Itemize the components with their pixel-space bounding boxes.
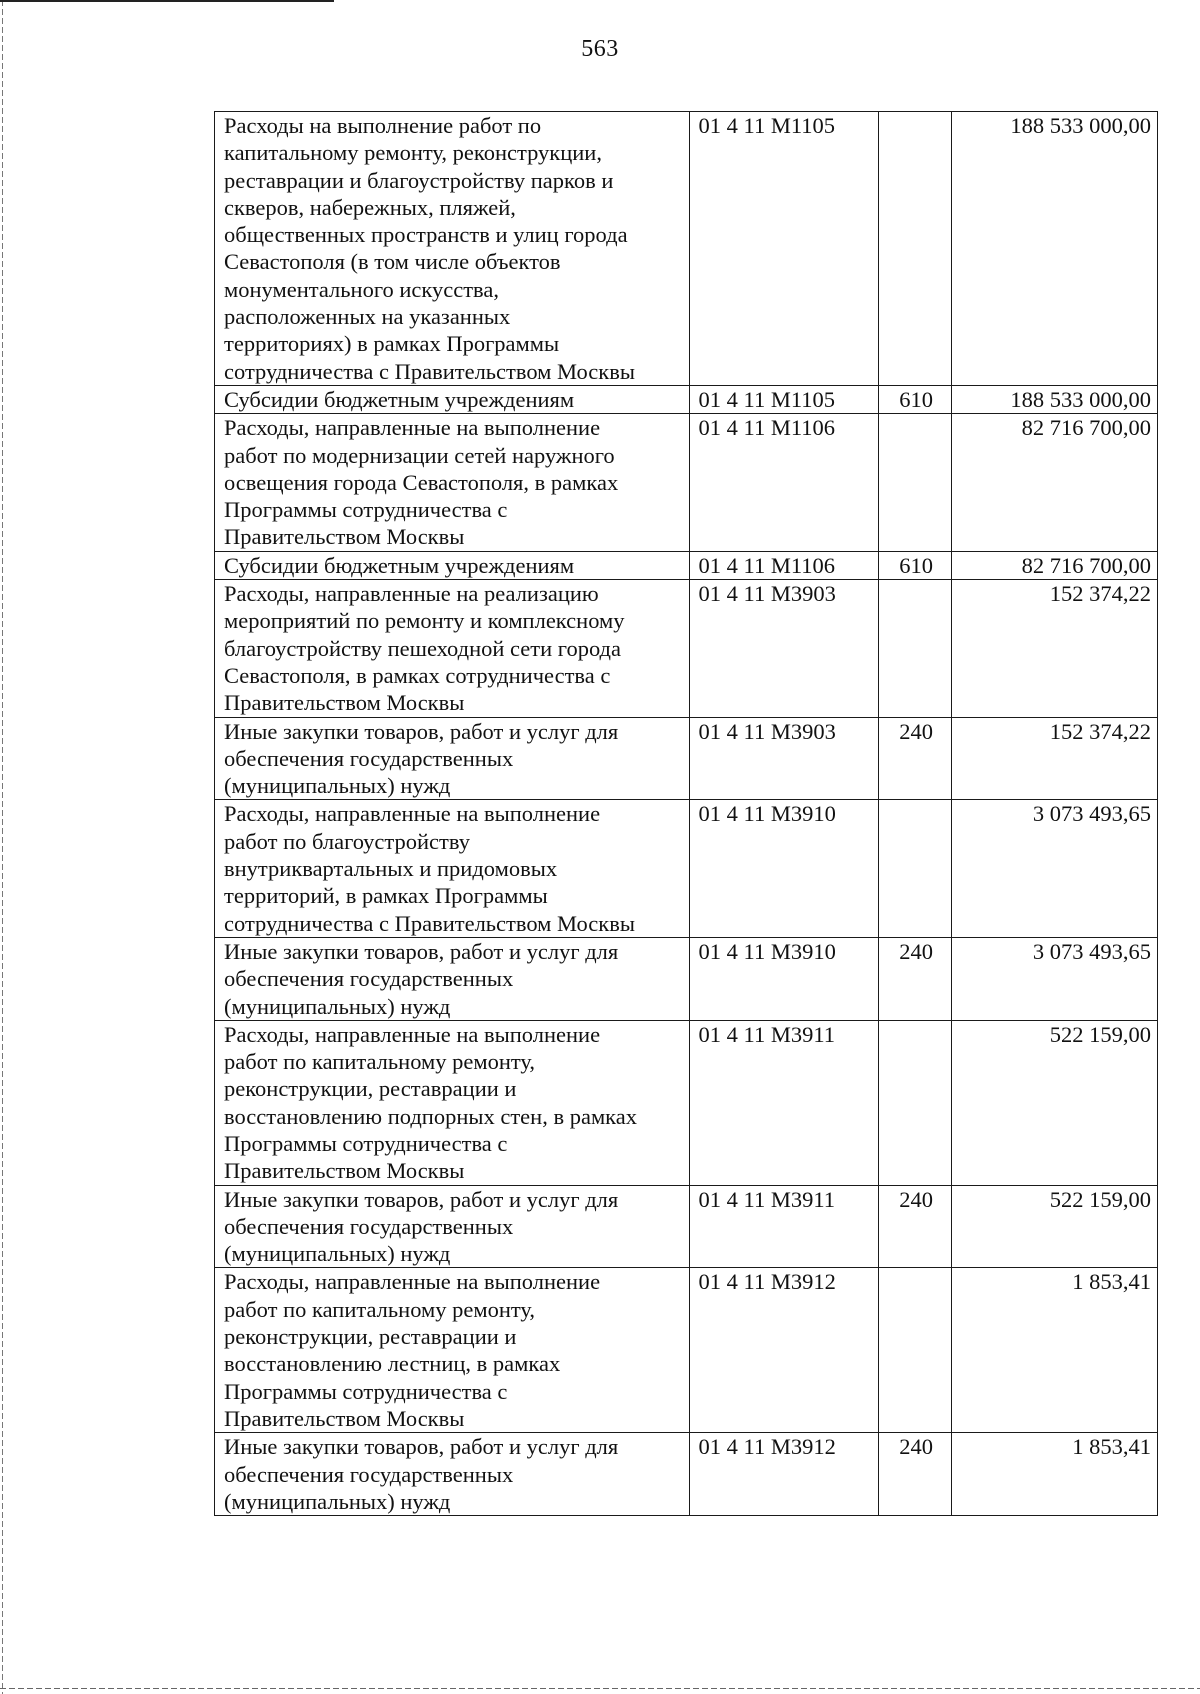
expense-name-line: Иные закупки товаров, работ и услуг для — [224, 1186, 619, 1212]
expense-type-code-cell: 610 — [878, 385, 951, 413]
expense-type-code-cell — [878, 800, 951, 937]
target-article-code-cell: 01 4 11 M3903 — [689, 717, 878, 800]
expense-name-line: Расходы, направленные на выполнение — [224, 801, 601, 827]
expense-type-code-cell — [878, 112, 951, 386]
expense-name-cell — [215, 112, 690, 386]
amount-cell: 3 073 493,65 — [951, 800, 1157, 937]
expense-name-line: работ по капитальному ремонту, — [224, 1296, 536, 1322]
expense-name-line: Расходы, направленные на выполнение — [224, 1269, 601, 1295]
expense-name-line: внутриквартальных и придомовых — [224, 856, 558, 882]
expense-name-line: сотрудничества с Правительством Москвы — [224, 910, 635, 936]
expense-name-cell — [215, 717, 690, 800]
expense-name-cell — [215, 800, 690, 937]
scan-edge-top — [0, 0, 334, 2]
amount-cell: 3 073 493,65 — [951, 937, 1157, 1020]
expense-name-line: восстановлению лестниц, в рамках — [224, 1351, 561, 1377]
expense-name-line: работ по благоустройству — [224, 828, 470, 854]
expense-name-line: мероприятий по ремонту и комплексному — [224, 608, 625, 634]
expense-name-line: монументального искусства, — [224, 276, 499, 302]
expense-name-line: обеспечения государственных — [224, 745, 514, 771]
table-row — [215, 937, 1158, 1020]
table-row — [215, 414, 1158, 551]
amount-cell: 522 159,00 — [951, 1185, 1157, 1268]
expense-name-line: Программы сотрудничества с — [224, 1378, 508, 1404]
expense-name-line: капитальному ремонту, реконструкции, — [224, 140, 602, 166]
expense-name-line: благоустройству пешеходной сети города — [224, 635, 621, 661]
expense-name-line: работ по капитальному ремонту, — [224, 1049, 536, 1075]
table-row — [215, 112, 1158, 386]
expense-type-code-cell — [878, 1268, 951, 1433]
expense-type-code-cell: 240 — [878, 1433, 951, 1516]
table-row — [215, 717, 1158, 800]
page-number: 563 — [581, 36, 619, 62]
target-article-code-cell: 01 4 11 M1106 — [689, 551, 878, 579]
expense-name-line: Севастополя, в рамках сотрудничества с — [224, 662, 611, 688]
expense-name-line: Программы сотрудничества с — [224, 1130, 508, 1156]
amount-cell: 82 716 700,00 — [951, 551, 1157, 579]
target-article-code-cell: 01 4 11 M3911 — [689, 1185, 878, 1268]
expense-name-line: Субсидии бюджетным учреждениям — [224, 386, 575, 412]
amount-cell: 1 853,41 — [951, 1268, 1157, 1433]
target-article-code-cell: 01 4 11 M1105 — [689, 385, 878, 413]
table-row — [215, 1185, 1158, 1268]
expense-type-code-cell: 610 — [878, 551, 951, 579]
target-article-code-cell: 01 4 11 M3910 — [689, 800, 878, 937]
amount-cell: 1 853,41 — [951, 1433, 1157, 1516]
expense-name-line: реконструкции, реставрации и — [224, 1324, 517, 1350]
target-article-code-cell: 01 4 11 M3903 — [689, 580, 878, 717]
expense-name-line: расположенных на указанных — [224, 304, 511, 330]
expense-name-line: освещения города Севастополя, в рамках — [224, 469, 619, 495]
table-row — [215, 1433, 1158, 1516]
amount-cell: 188 533 000,00 — [951, 385, 1157, 413]
expense-name-line: Программы сотрудничества с — [224, 497, 508, 523]
expense-name-line: Правительством Москвы — [224, 1158, 465, 1184]
expense-name-line: скверов, набережных, пляжей, — [224, 194, 516, 220]
table-row — [215, 1020, 1158, 1185]
expense-name-cell — [215, 580, 690, 717]
expense-name-line: (муниципальных) нужд — [224, 773, 451, 799]
amount-cell: 188 533 000,00 — [951, 112, 1157, 386]
expense-name-cell — [215, 1433, 690, 1516]
table-row — [215, 551, 1158, 579]
expense-type-code-cell — [878, 1020, 951, 1185]
expense-name-line: (муниципальных) нужд — [224, 993, 451, 1019]
table-row — [215, 800, 1158, 937]
target-article-code-cell: 01 4 11 M1106 — [689, 414, 878, 551]
expense-name-line: Расходы, направленные на реализацию — [224, 581, 599, 607]
expense-name-cell — [215, 551, 690, 579]
expense-name-line: реконструкции, реставрации и — [224, 1076, 517, 1102]
expense-name-line: Расходы, направленные на выполнение — [224, 415, 601, 441]
expense-type-code-cell: 240 — [878, 1185, 951, 1268]
expense-name-line: Правительством Москвы — [224, 524, 465, 550]
expense-type-code-cell: 240 — [878, 717, 951, 800]
expense-type-code-cell: 240 — [878, 937, 951, 1020]
expense-name-line: Иные закупки товаров, работ и услуг для — [224, 718, 619, 744]
budget-table-body — [215, 112, 1158, 1516]
budget-table — [214, 111, 1158, 1516]
scan-edge-left — [2, 0, 3, 1694]
amount-cell: 82 716 700,00 — [951, 414, 1157, 551]
target-article-code-cell: 01 4 11 M3910 — [689, 937, 878, 1020]
expense-name-line: реставрации и благоустройству парков и — [224, 167, 614, 193]
target-article-code-cell: 01 4 11 M1105 — [689, 112, 878, 386]
expense-type-code-cell — [878, 414, 951, 551]
target-article-code-cell: 01 4 11 M3912 — [689, 1433, 878, 1516]
expense-name-line: обеспечения государственных — [224, 966, 514, 992]
expense-name-line: Правительством Москвы — [224, 690, 465, 716]
expense-name-line: Правительством Москвы — [224, 1405, 465, 1431]
expense-name-line: Иные закупки товаров, работ и услуг для — [224, 1434, 619, 1460]
expense-name-line: (муниципальных) нужд — [224, 1488, 451, 1514]
target-article-code-cell: 01 4 11 M3911 — [689, 1020, 878, 1185]
expense-name-cell — [215, 414, 690, 551]
amount-cell: 152 374,22 — [951, 717, 1157, 800]
expense-name-cell — [215, 1268, 690, 1433]
expense-name-cell — [215, 1020, 690, 1185]
scan-edge-bottom — [0, 1688, 1200, 1689]
expense-name-line: Субсидии бюджетным учреждениям — [224, 552, 575, 578]
target-article-code-cell: 01 4 11 M3912 — [689, 1268, 878, 1433]
amount-cell: 522 159,00 — [951, 1020, 1157, 1185]
expense-name-cell — [215, 937, 690, 1020]
expense-name-line: сотрудничества с Правительством Москвы — [224, 358, 635, 384]
expense-name-cell — [215, 1185, 690, 1268]
expense-name-line: Иные закупки товаров, работ и услуг для — [224, 938, 619, 964]
table-row — [215, 1268, 1158, 1433]
table-row — [215, 385, 1158, 413]
expense-name-line: восстановлению подпорных стен, в рамках — [224, 1103, 638, 1129]
expense-name-line: обеспечения государственных — [224, 1213, 514, 1239]
table-row — [215, 580, 1158, 717]
expense-name-cell — [215, 385, 690, 413]
expense-name-line: (муниципальных) нужд — [224, 1241, 451, 1267]
amount-cell: 152 374,22 — [951, 580, 1157, 717]
expense-name-line: Расходы на выполнение работ по — [224, 113, 542, 138]
expense-name-line: работ по модернизации сетей наружного — [224, 442, 615, 468]
expense-name-line: обеспечения государственных — [224, 1461, 514, 1487]
expense-name-line: территорий, в рамках Программы — [224, 883, 548, 909]
expense-type-code-cell — [878, 580, 951, 717]
expense-name-line: территориях) в рамках Программы — [224, 331, 560, 357]
expense-name-line: Расходы, направленные на выполнение — [224, 1021, 601, 1047]
expense-name-line: общественных пространств и улиц города — [224, 222, 628, 248]
expense-name-line: Севастополя (в том числе объектов — [224, 249, 561, 275]
